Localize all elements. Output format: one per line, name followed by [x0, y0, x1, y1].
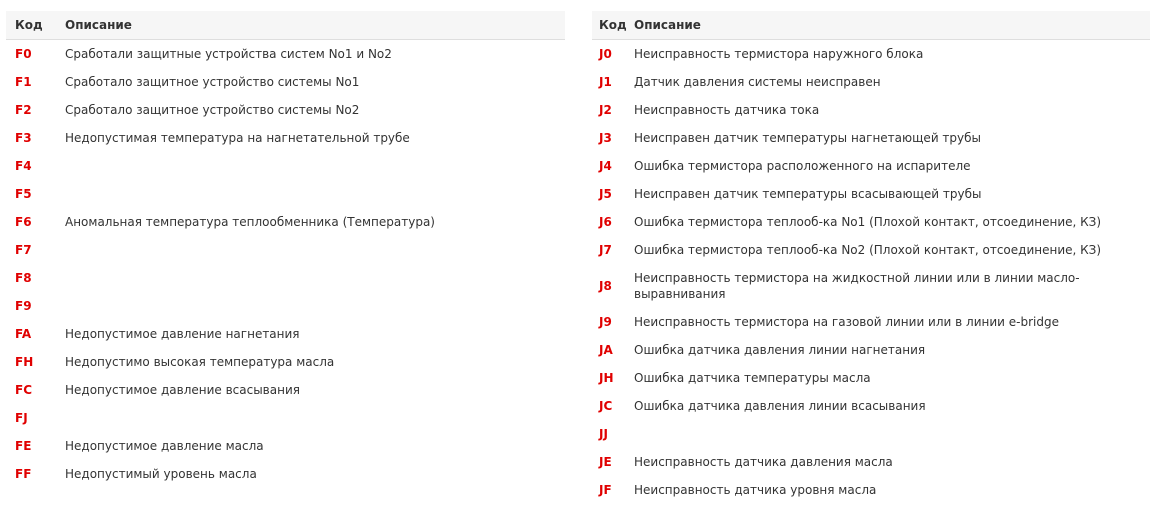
table-row [592, 236, 1150, 264]
error-code: F7 [15, 243, 32, 257]
table-row [6, 124, 565, 152]
table-row [6, 320, 565, 348]
error-description: Недопустимая температура на нагнетательной трубе [65, 131, 410, 145]
table-row [592, 448, 1150, 476]
table-row [6, 376, 565, 404]
error-description: Сработали защитные устройства систем No1 и No2 [65, 47, 392, 61]
error-description: Ошибка термистора теплооб-ка No2 (Плохой контакт, отсоединение, КЗ) [634, 243, 1102, 257]
error-code: FA [15, 327, 32, 341]
error-description: Неисправен датчик температуры всасывающей трубы [634, 187, 982, 201]
table-row [6, 40, 565, 69]
table-row [6, 68, 565, 96]
table-row [592, 68, 1150, 96]
error-code: JE [599, 455, 612, 469]
error-code: F5 [15, 187, 32, 201]
error-description [65, 236, 565, 264]
column-header-code: Код [592, 11, 634, 40]
error-code: J5 [599, 187, 612, 201]
table-row [6, 264, 565, 292]
error-code: J3 [599, 131, 612, 145]
table-row [592, 476, 1150, 504]
error-code: F6 [15, 215, 32, 229]
table-row [6, 208, 565, 236]
table-row [592, 308, 1150, 336]
error-code: F4 [15, 159, 32, 173]
error-description: Ошибка термистора расположенного на испарителе [634, 159, 971, 173]
error-codes-table-j [592, 11, 1150, 504]
error-code: J9 [599, 315, 612, 329]
error-code: J1 [599, 75, 612, 89]
error-description [65, 180, 565, 208]
table-row [592, 208, 1150, 236]
error-code: F9 [15, 299, 32, 313]
error-code: J2 [599, 103, 612, 117]
error-description: Неисправность датчика тока [634, 103, 820, 117]
error-code: FH [15, 355, 34, 369]
table-row [592, 40, 1150, 69]
error-code: J7 [599, 243, 612, 257]
table-row [6, 404, 565, 432]
column-header-description: Описание [634, 11, 1150, 40]
error-code: JJ [599, 427, 608, 441]
table-row [6, 152, 565, 180]
table-row [6, 180, 565, 208]
error-code: F3 [15, 131, 32, 145]
error-description: Ошибка датчика температуры масла [634, 371, 871, 385]
table-row [592, 96, 1150, 124]
error-description: Неисправность термистора на жидкостной линии или в линии масло-выравнивания [634, 271, 1080, 301]
error-code: F1 [15, 75, 32, 89]
error-description [65, 404, 565, 432]
table-row [6, 432, 565, 460]
table-row [6, 460, 565, 488]
error-code: J6 [599, 215, 612, 229]
error-code: JC [599, 399, 613, 413]
error-description: Ошибка термистора теплооб-ка No1 (Плохой контакт, отсоединение, КЗ) [634, 215, 1102, 229]
error-code: FC [15, 383, 33, 397]
error-code: FF [15, 467, 32, 481]
table-header-row [592, 11, 1150, 40]
error-code: F0 [15, 47, 32, 61]
error-description: Сработало защитное устройство системы No1 [65, 75, 360, 89]
table-row [592, 152, 1150, 180]
error-description: Сработало защитное устройство системы No2 [65, 103, 360, 117]
table-row [592, 264, 1150, 308]
error-description: Аномальная температура теплообменника (Температура) [65, 215, 435, 229]
error-code: F8 [15, 271, 32, 285]
table-row [592, 364, 1150, 392]
error-description [65, 292, 565, 320]
error-description: Ошибка датчика давления линии всасывания [634, 399, 926, 413]
table-row [592, 392, 1150, 420]
error-description: Неисправен датчик температуры нагнетающей трубы [634, 131, 982, 145]
error-description: Недопустимый уровень масла [65, 467, 257, 481]
error-codes-table-f [6, 11, 565, 488]
error-code: JA [599, 343, 613, 357]
table-header-row [6, 11, 565, 40]
table-row [6, 292, 565, 320]
error-description [65, 152, 565, 180]
error-description: Неисправность термистора на газовой линии или в линии e-bridge [634, 315, 1059, 329]
error-description [65, 264, 565, 292]
table-row [592, 124, 1150, 152]
table-row [6, 236, 565, 264]
error-code: J8 [599, 279, 612, 293]
error-code: J0 [599, 47, 612, 61]
error-description: Неисправность термистора наружного блока [634, 47, 924, 61]
error-description [634, 420, 1150, 448]
table-row [592, 180, 1150, 208]
table-row [592, 336, 1150, 364]
table-row [6, 96, 565, 124]
error-code: FE [15, 439, 32, 453]
error-description: Неисправность датчика уровня масла [634, 483, 877, 497]
error-description: Недопустимо высокая температура масла [65, 355, 335, 369]
error-description: Недопустимое давление нагнетания [65, 327, 300, 341]
error-code: JF [599, 483, 612, 497]
table-row [592, 420, 1150, 448]
error-code: F2 [15, 103, 32, 117]
error-code: FJ [15, 411, 28, 425]
column-header-description: Описание [65, 11, 565, 40]
error-description: Датчик давления системы неисправен [634, 75, 881, 89]
error-description: Недопустимое давление всасывания [65, 383, 300, 397]
table-row [6, 348, 565, 376]
column-header-code: Код [6, 11, 65, 40]
error-description: Неисправность датчика давления масла [634, 455, 893, 469]
error-description: Ошибка датчика давления линии нагнетания [634, 343, 926, 357]
error-code: JH [599, 371, 614, 385]
error-description: Недопустимое давление масла [65, 439, 264, 453]
error-code: J4 [599, 159, 612, 173]
